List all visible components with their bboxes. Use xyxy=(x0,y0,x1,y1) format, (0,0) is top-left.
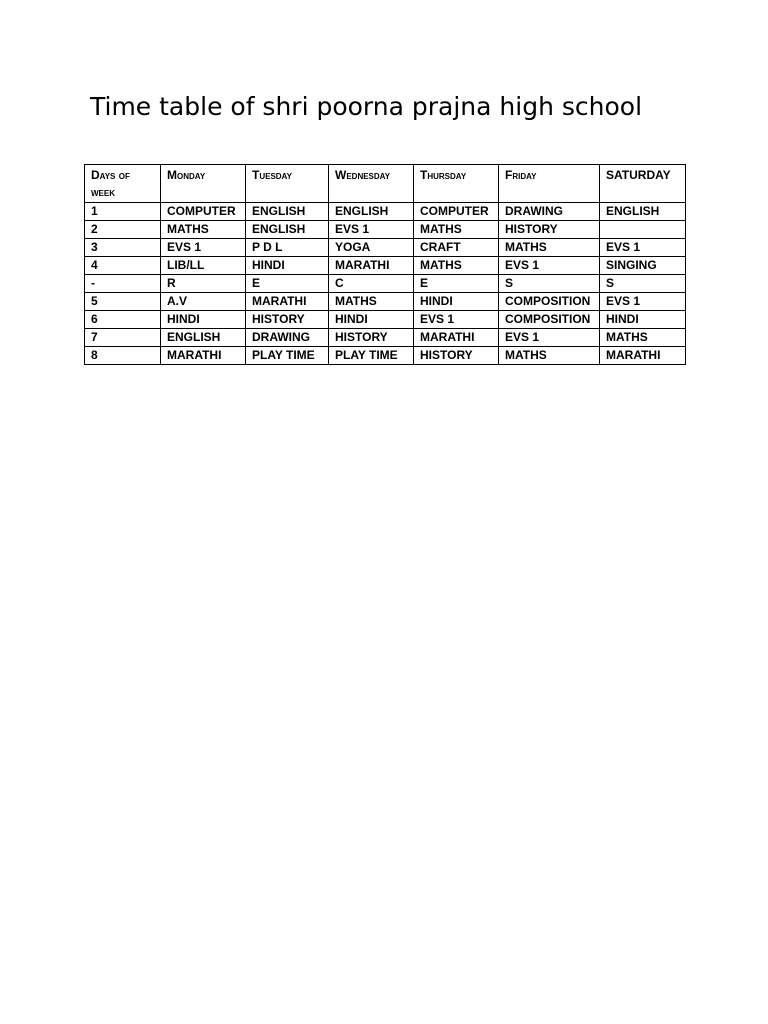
cell-saturday: ENGLISH xyxy=(600,203,686,221)
cell-tuesday: PLAY TIME xyxy=(246,347,329,365)
cell-friday: EVS 1 xyxy=(499,257,600,275)
header-tuesday: Tuesday xyxy=(246,165,329,203)
table-row xyxy=(85,311,686,329)
cell-period: 2 xyxy=(85,221,161,239)
timetable xyxy=(84,164,686,365)
cell-period: 1 xyxy=(85,203,161,221)
cell-wednesday: YOGA xyxy=(329,239,414,257)
cell-friday: HISTORY xyxy=(499,221,600,239)
cell-thursday: EVS 1 xyxy=(414,311,499,329)
cell-friday: MATHS xyxy=(499,347,600,365)
cell-friday: MATHS xyxy=(499,239,600,257)
cell-period: 7 xyxy=(85,329,161,347)
header-row xyxy=(85,165,686,203)
cell-saturday xyxy=(600,221,686,239)
cell-thursday: HISTORY xyxy=(414,347,499,365)
cell-wednesday: HISTORY xyxy=(329,329,414,347)
cell-period: 8 xyxy=(85,347,161,365)
cell-saturday: HINDI xyxy=(600,311,686,329)
cell-thursday: MATHS xyxy=(414,221,499,239)
cell-wednesday: MARATHI xyxy=(329,257,414,275)
cell-period: 6 xyxy=(85,311,161,329)
cell-wednesday: C xyxy=(329,275,414,293)
cell-period: 5 xyxy=(85,293,161,311)
cell-tuesday: MARATHI xyxy=(246,293,329,311)
cell-wednesday: MATHS xyxy=(329,293,414,311)
cell-thursday: CRAFT xyxy=(414,239,499,257)
cell-monday: HINDI xyxy=(161,311,246,329)
cell-thursday: E xyxy=(414,275,499,293)
cell-friday: S xyxy=(499,275,600,293)
cell-monday: MATHS xyxy=(161,221,246,239)
cell-tuesday: ENGLISH xyxy=(246,203,329,221)
cell-wednesday: EVS 1 xyxy=(329,221,414,239)
cell-friday: DRAWING xyxy=(499,203,600,221)
cell-monday: ENGLISH xyxy=(161,329,246,347)
table-row xyxy=(85,329,686,347)
cell-saturday: MATHS xyxy=(600,329,686,347)
cell-friday: COMPOSITION xyxy=(499,311,600,329)
cell-monday: COMPUTER xyxy=(161,203,246,221)
header-friday: Friday xyxy=(499,165,600,203)
cell-friday: COMPOSITION xyxy=(499,293,600,311)
cell-saturday: SINGING xyxy=(600,257,686,275)
cell-tuesday: HINDI xyxy=(246,257,329,275)
cell-monday: R xyxy=(161,275,246,293)
cell-monday: MARATHI xyxy=(161,347,246,365)
cell-saturday: EVS 1 xyxy=(600,293,686,311)
cell-period: 3 xyxy=(85,239,161,257)
cell-thursday: MATHS xyxy=(414,257,499,275)
cell-thursday: COMPUTER xyxy=(414,203,499,221)
cell-tuesday: DRAWING xyxy=(246,329,329,347)
cell-saturday: EVS 1 xyxy=(600,239,686,257)
cell-saturday: MARATHI xyxy=(600,347,686,365)
header-wednesday: Wednesday xyxy=(329,165,414,203)
table-row xyxy=(85,293,686,311)
table-row xyxy=(85,275,686,293)
cell-period: - xyxy=(85,275,161,293)
cell-wednesday: ENGLISH xyxy=(329,203,414,221)
cell-thursday: MARATHI xyxy=(414,329,499,347)
cell-wednesday: HINDI xyxy=(329,311,414,329)
table-row xyxy=(85,347,686,365)
table-row xyxy=(85,257,686,275)
cell-tuesday: E xyxy=(246,275,329,293)
cell-tuesday: P D L xyxy=(246,239,329,257)
header-days-of-week: Days of week xyxy=(85,165,161,203)
cell-monday: A.V xyxy=(161,293,246,311)
cell-wednesday: PLAY TIME xyxy=(329,347,414,365)
page-title: Time table of shri poorna prajna high school xyxy=(90,92,643,121)
cell-period: 4 xyxy=(85,257,161,275)
table-row xyxy=(85,203,686,221)
cell-friday: EVS 1 xyxy=(499,329,600,347)
cell-tuesday: ENGLISH xyxy=(246,221,329,239)
table-row xyxy=(85,239,686,257)
cell-saturday: S xyxy=(600,275,686,293)
cell-tuesday: HISTORY xyxy=(246,311,329,329)
cell-monday: LIB/LL xyxy=(161,257,246,275)
cell-monday: EVS 1 xyxy=(161,239,246,257)
header-monday: Monday xyxy=(161,165,246,203)
header-saturday: SATURDAY xyxy=(600,165,686,203)
table-row xyxy=(85,221,686,239)
header-thursday: Thursday xyxy=(414,165,499,203)
cell-thursday: HINDI xyxy=(414,293,499,311)
